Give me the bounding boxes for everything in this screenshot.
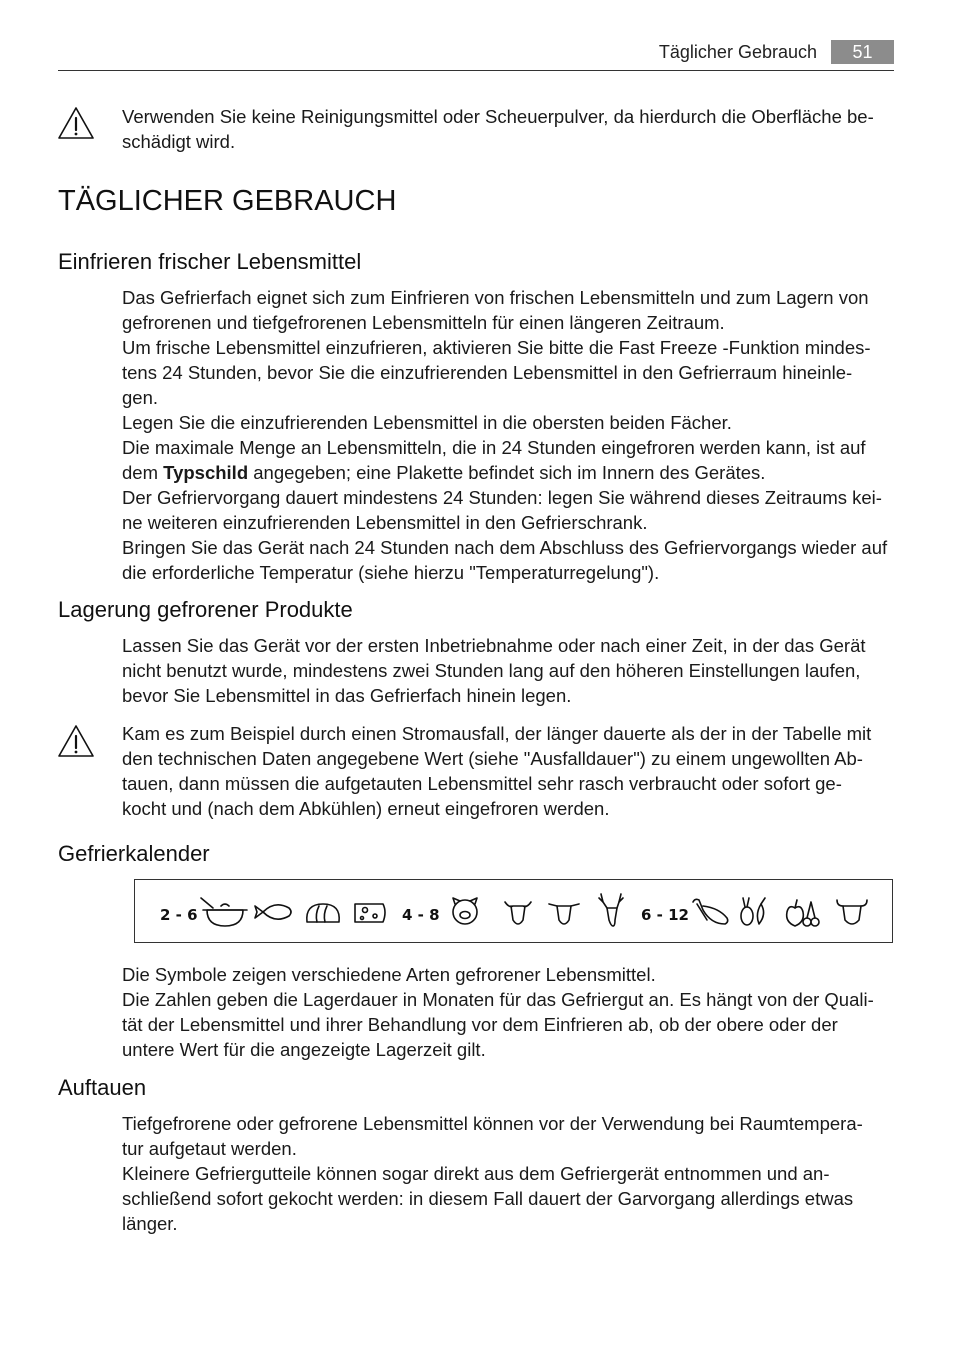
page-title: TÄGLICHER GEBRAUCH [58,185,397,217]
text-line: Die Symbole zeigen verschiedene Arten gefrorener Lebensmittel. [122,964,656,985]
text-fragment: dem [122,462,164,483]
warning-text-power-failure [122,721,897,821]
heading-thawing: Auftauen [58,1075,147,1100]
text-line: gen. [122,387,159,408]
text-line: nicht benutzt wurde, mindestens zwei Stunden lang auf den höheren Einstellungen laufen, [122,660,861,681]
paragraph-calendar [122,962,897,1062]
cow-icon [837,900,867,924]
text-line: bevor Sie Lebensmittel in das Gefrierfach hinein legen. [122,685,572,706]
text-line: schädigt wird. [122,131,236,152]
text-line: tät der Lebensmittel und ihrer Behandlung vor dem Einfrieren ab, ob der obere oder der [122,1014,838,1035]
text-line: Um frische Lebensmittel einzufrieren, aktivieren Sie bitte die Fast Freeze -Funktion mindes- [122,337,871,358]
text-line: gefrorenen und tiefgefrorenen Lebensmitteln für einen längeren Zeitraum. [122,312,725,333]
heading-storage: Lagerung gefrorener Produkte [58,597,353,622]
heading-freezing-calendar: Gefrierkalender [58,841,210,866]
text-line: Bringen Sie das Gerät nach 24 Stunden nach dem Abschluss des Gefriervorgangs wieder auf [122,537,888,558]
text-line: Der Gefriervorgang dauert mindestens 24 Stunden: legen Sie während dieses Zeitraums kei- [122,487,882,508]
text-line: die erforderliche Temperatur (siehe hierzu "Temperaturregelung"). [122,562,660,583]
deer-icon [599,894,623,926]
warning-triangle-icon [57,106,95,140]
text-line: länger. [122,1213,178,1234]
text-line: Verwenden Sie keine Reinigungsmittel oder Scheuerpulver, da hierdurch die Oberfläche be- [122,106,874,127]
text-line: Kleinere Gefriergutteile können sogar direkt aus dem Gefriergerät entnommen und an- [122,1163,830,1184]
vegetables-icon [741,898,765,925]
paragraph-storage [122,633,897,708]
typschild-emphasis: Typschild [163,462,249,483]
freezing-calendar [134,879,893,943]
sheep-icon [505,902,531,924]
text-line: Das Gefrierfach eignet sich zum Einfrieren von frischen Lebensmitteln und zum Lagern von [122,287,869,308]
storage-months-label: 6 - 12 [641,906,689,924]
calf-icon [549,904,579,924]
text-line: ne weiteren einzufrierenden Lebensmittel in den Gefrierschrank. [122,512,648,533]
header-divider [58,70,894,71]
text-line: Die maximale Menge an Lebensmitteln, die in 24 Stunden eingefroren werden kann, ist auf [122,437,866,458]
warning-triangle-icon [57,724,95,758]
text-line: tur aufgetaut werden. [122,1138,297,1159]
text-line: Lassen Sie das Gerät vor der ersten Inbetriebnahme oder nach einer Zeit, in der das Gerät [122,635,866,656]
storage-months-label: 2 - 6 [160,906,198,924]
text-line: tauen, dann müssen die aufgetauten Lebensmittel sehr rasch verbraucht oder sofort ge- [122,773,842,794]
bread-icon [307,904,339,922]
text-line [122,460,897,485]
text-line: Legen Sie die einzufrierenden Lebensmittel in die obersten beiden Fächer. [122,412,732,433]
warning-text-cleaning [122,104,897,154]
pig-icon [453,898,477,924]
fruit-icon [787,900,819,926]
poultry-icon [693,899,728,924]
fish-icon [255,905,291,919]
paragraph-thawing [122,1111,897,1236]
text-line: Tiefgefrorene oder gefrorene Lebensmittel können vor der Verwendung bei Raumtempera- [122,1113,863,1134]
pot-icon [201,898,247,926]
heading-freezing: Einfrieren frischer Lebensmittel [58,249,362,274]
text-line: schließend sofort gekocht werden: in diesem Fall dauert der Garvorgang allerdings etwas [122,1188,854,1209]
paragraph-freezing [122,285,897,585]
storage-months-label: 4 - 8 [402,906,440,924]
cheese-icon [355,904,385,922]
text-line: kocht und (nach dem Abkühlen) erneut eingefroren werden. [122,798,610,819]
text-line: Die Zahlen geben die Lagerdauer in Monaten für das Gefriergut an. Es hängt von der Quali- [122,989,874,1010]
text-line: den technischen Daten angegebene Wert (siehe "Ausfalldauer") zu einem ungewollten Ab- [122,748,863,769]
page-number-badge: 51 [831,40,894,64]
running-header-title: Täglicher Gebrauch [658,42,817,62]
text-line: untere Wert für die angezeigte Lagerzeit gilt. [122,1039,486,1060]
text-line: tens 24 Stunden, bevor Sie die einzufrierenden Lebensmittel in den Gefrierraum hineinle- [122,362,853,383]
text-line: Kam es zum Beispiel durch einen Stromausfall, der länger dauerte als der in der Tabelle mit [122,723,872,744]
text-fragment: angegeben; eine Plakette befindet sich im Innern des Gerätes. [248,462,766,483]
